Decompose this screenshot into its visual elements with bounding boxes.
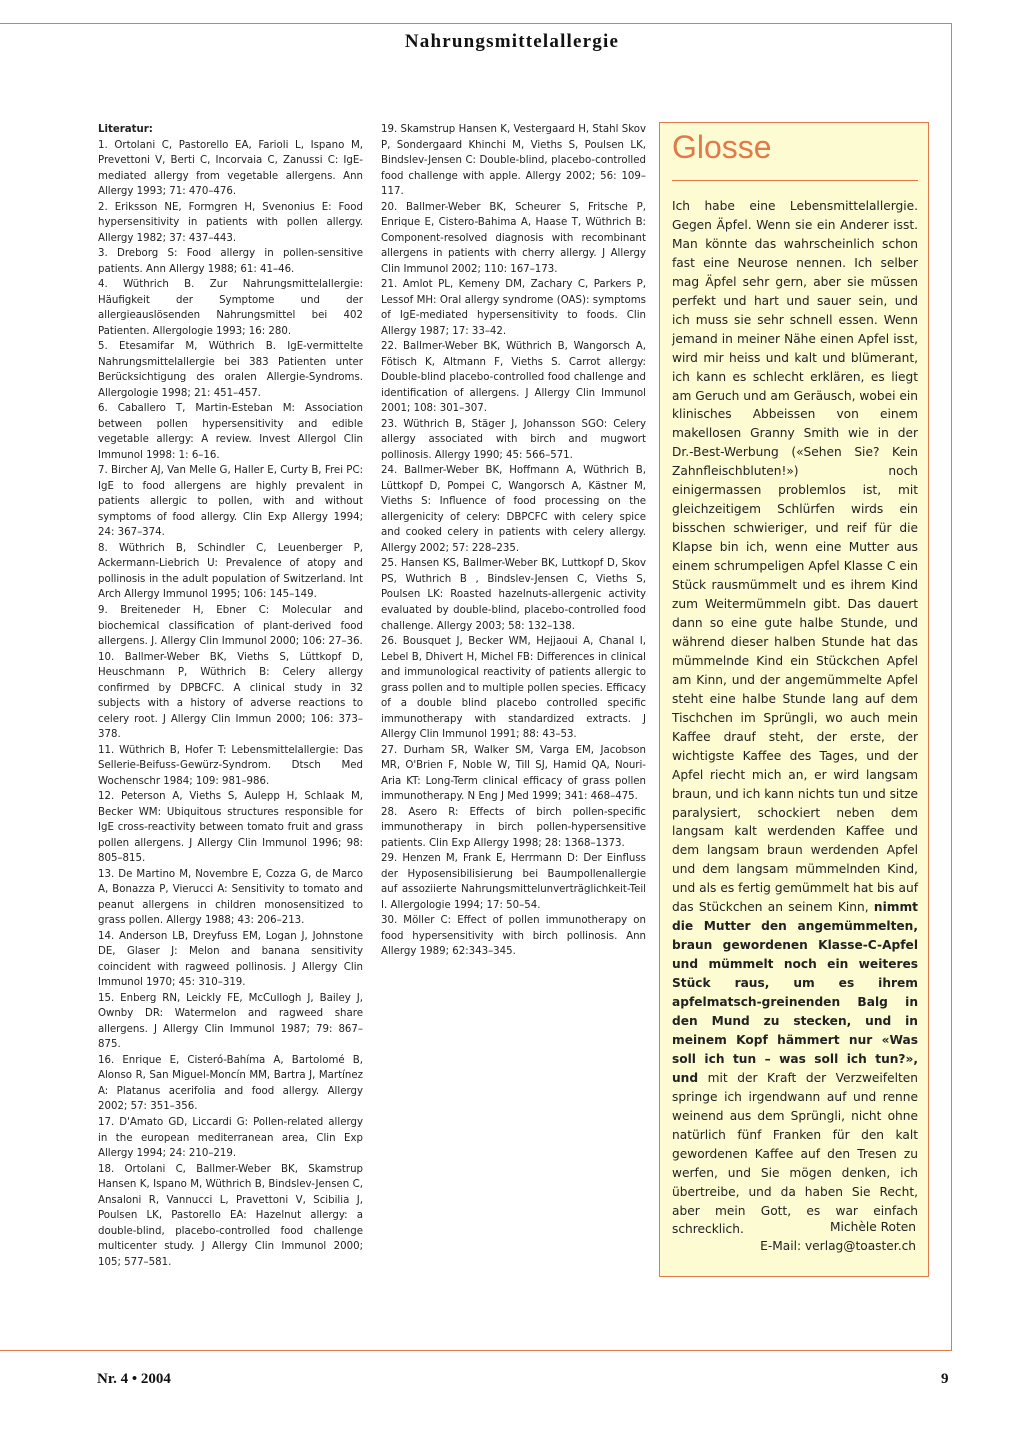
glosse-text-bold: nimmt die Mutter den angemümmelten, braun gewordenen Klasse-C-Apfel und mümmelt noch ein weiteres Stück raus, um es ihrem apfelmatsch-greinenden Balg in den Mund zu stecken, und in meinem Kopf hämmert nur «Was soll ich tun – was soll ich tun?», und — [672, 900, 918, 1085]
frame-right-rule — [951, 23, 952, 1351]
reference-entry: 10. Ballmer-Weber BK, Vieths S, Lüttkopf D, Heuschmann P, Wüthrich B: Celery allergy confirmed by DPBCFC. A clinical study in 32 subjects with a history of adverse reactions to celery root. J Allergy Clin Immun 2000; 106: 373–378. — [98, 651, 363, 741]
glosse-title-rule — [672, 180, 918, 181]
reference-entry: 21. Amlot PL, Kemeny DM, Zachary C, Parkers P, Lessof MH: Oral allergy syndrome (OAS): symptoms of IgE-mediated hypersensitivity to foods. Clin Allergy 1987; 17: 33–42. — [381, 279, 646, 337]
reference-entry: 12. Peterson A, Vieths S, Aulepp H, Schlaak M, Becker WM: Ubiquitous structures responsible for IgE cross-reactivity between tomato fruit and grass pollen allergens. J Allergy Clin Immunol 1996; 98: 805–815. — [98, 791, 363, 865]
glosse-title: Glosse — [672, 129, 772, 165]
reference-entry: 25. Hansen KS, Ballmer-Weber BK, Luttkopf D, Skov PS, Wuthrich B , Bindslev-Jensen C, Vieths S, Poulsen LK: Roasted hazelnuts-allergenic activity evaluated by double-blind, placebo-controlled food challenge. Allergy 2003; 58: 132–138. — [381, 558, 646, 632]
glosse-box — [659, 122, 929, 1277]
reference-entry: 17. D'Amato GD, Liccardi G: Pollen-related allergy in the european mediterranean area, Clin Exp Allergy 1994; 24: 210–219. — [98, 1117, 363, 1160]
glosse-text-after: mit der Kraft der Verzweifelten springe ich irgendwann auf und renne weinend aus dem Sprüngli, nicht ohne natürlich fünf Franken für den kalt gewordenen Kaffee auf den Tresen zu werfen, und Sie mögen denken, ich übertreibe, und da haben Sie Recht, aber mein Gott, es war einfach schrecklich. — [672, 1070, 918, 1237]
glosse-signature — [670, 1218, 916, 1256]
frame-top-rule — [0, 23, 952, 24]
reference-entry: 14. Anderson LB, Dreyfuss EM, Logan J, Johnstone DE, Glaser J: Melon and banana sensitivity coincident with ragweed pollinosis. J Allergy Clin Immunol 1970; 45: 310–319. — [98, 930, 363, 989]
reference-entry: 11. Wüthrich B, Hofer T: Lebensmittelallergie: Das Sellerie-Beifuss-Gewürz-Syndrom. Dtsch Med Wochenschr 1984; 109: 981–986. — [98, 744, 363, 787]
reference-entry: 22. Ballmer-Weber BK, Wüthrich B, Wangorsch A, Fötisch K, Altmann F, Vieths S. Carrot allergy: Double-blind placebo-controlled food challenge and identification of allergens. J Allergy Clin Immunol 2001; 108: 301–307. — [381, 341, 646, 415]
reference-entry: 5. Etesamifar M, Wüthrich B. IgE-vermittelte Nahrungsmittelallergie bei 383 Patienten unter Berücksichtigung des oralen Allergie-Syndroms. Allergologie 1998; 21: 451–457. — [98, 341, 363, 399]
reference-entry: 24. Ballmer-Weber BK, Hoffmann A, Wüthrich B, Lüttkopf D, Pompei C, Wangorsch A, Kästner M, Vieths S: Influence of food processing on the allergenicity of celery: DBPCFC with celery spice and cooked celery in patients with celery allergy. Allergy 2002; 57: 228–235. — [381, 465, 646, 554]
glosse-email: E-Mail: verlag@toaster.ch — [760, 1239, 916, 1253]
reference-entry: 16. Enrique E, Cisteró-Bahíma A, Bartolomé B, Alonso R, San Miguel-Moncín MM, Bartra J, Martínez A: Platanus acerifolia and food allergy. Allergy 2002; 57: 351–356. — [98, 1054, 363, 1113]
reference-entry: 9. Breiteneder H, Ebner C: Molecular and biochemical classification of plant-derived food allergens. J. Allergy Clin Immunol 2000; 106: 27–36. — [98, 604, 363, 648]
reference-entry: 7. Bircher AJ, Van Melle G, Haller E, Curty B, Frei PC: IgE to food allergens are highly prevalent in patients allergic to pollen, with and without symptoms of food allergy. Clin Exp Allergy 1994; 24: 367–374. — [98, 465, 363, 539]
references-column-2 — [381, 122, 646, 960]
reference-entry: 28. Asero R: Effects of birch pollen-specific immunotherapy in birch pollen-hypersensitive patients. Clin Exp Allergy 1998; 28: 1368–1373. — [381, 806, 646, 849]
reference-entry: 1. Ortolani C, Pastorello EA, Farioli L, Ispano M, Prevettoni V, Berti C, Incorvaia C, Zanussi C: IgE-mediated allergy from vegetable allergens. Ann Allergy 1993; 71: 470–476. — [98, 139, 363, 198]
reference-entry: 19. Skamstrup Hansen K, Vestergaard H, Stahl Skov P, Sondergaard Khinchi M, Vieths S, Poulsen LK, Bindslev-Jensen C: Double-blind, placebo-controlled food challenge with apple. Allergy 2002; 56: 109–117. — [381, 124, 646, 198]
reference-entry: 4. Wüthrich B. Zur Nahrungsmittelallergie: Häufigkeit der Symptome und der allergieauslösenden Nahrungsmittel bei 402 Patienten. Allergologie 1993; 16: 280. — [98, 279, 363, 337]
reference-entry: 3. Dreborg S: Food allergy in pollen-sensitive patients. Ann Allergy 1988; 61: 41–46. — [98, 248, 363, 275]
reference-entry: 20. Ballmer-Weber BK, Scheurer S, Fritsche P, Enrique E, Cistero-Bahima A, Haase T, Wüthrich B: Component-resolved diagnosis with recombinant allergens in patients with cherry allergy. J Allergy Clin Immunol 2002; 110: 167–173. — [381, 201, 646, 275]
references-list-1 — [98, 138, 363, 1271]
glosse-body — [672, 197, 918, 1239]
glosse-text-before: Ich habe eine Lebensmittelallergie. Gegen Äpfel. Wenn sie ein Anderer isst. Man könnte das wahrscheinlich schon fast eine Neurose nennen. Ich selber mag Äpfel sehr gern, aber sie müssen perfekt und hart und sauer sein, und ich muss sie sehr schnell essen. Wenn jemand in meiner Nähe einen Apfel isst, wird mir heiss und kalt und blümerant, ich kann es schlecht erklären, es liegt am Geruch und am Geräusch, wobei ein klinisches Abbeissen von einem makellosen Granny Smith wie in der Dr.-Best-Werbung («Sehen Sie? Kein Zahnfleischbluten!») noch einigermassen problemlos ist, mit gleichzeitigem Schlürfen wirds ein bisschen schwieriger, und reif für die Klapse bin ich, wenn eine Mutter aus einem schrumpeligen Apfel Klasse C ein Stück rausmümmelt und es ihrem Kind zum Weitermümmeln gibt. Das dauert dann so eine gute halbe Stunde, und während dieser halben Stunde hat das mümmelnde Kind ein Stückchen Apfel am Kinn, und der angemümmelte Apfel steht eine halbe Stunde lang auf dem Tischchen im Sprüngli, wo auch mein Kaffee drauf steht, der erste, der wichtigste Kaffee des Tages, und der Apfel riecht mich an, er wird langsam braun, und ich kann nichts tun und sitze paralysiert, schockiert neben dem langsam kalt werdenden Kaffee und dem langsam braun werdenden Apfel und dem langsam mümmelnden Kind, und als es fertig gemümmelt hat bis auf das Stückchen an seinem Kinn, — [672, 199, 918, 915]
reference-entry: 27. Durham SR, Walker SM, Varga EM, Jacobson MR, O'Brien F, Noble W, Till SJ, Hamid QA, Nouri-Aria KT: Long-Term clinical efficacy of grass pollen immunotherapy. N Eng J Med 1999; 341: 468–475. — [381, 744, 646, 803]
reference-entry: 30. Möller C: Effect of pollen immunotherapy on food hypersensitivity with birch pollinosis. Ann Allergy 1989; 62:343–345. — [381, 915, 646, 958]
reference-entry: 2. Eriksson NE, Formgren H, Svenonius E: Food hypersensitivity in patients with pollen allergy. Allergy 1982; 37: 437–443. — [98, 201, 363, 244]
frame-bottom-rule — [0, 1350, 952, 1351]
reference-entry: 23. Wüthrich B, Stäger J, Johansson SGO: Celery allergy associated with birch and mugwort pollinosis. Allergy 1990; 45: 566–571. — [381, 418, 646, 461]
running-head: Nahrungsmittelallergie — [404, 31, 620, 52]
reference-entry: 29. Henzen M, Frank E, Herrmann D: Der Einfluss der Hyposensibilisierung bei Baumpollenallergie auf assoziierte Nahrungsmittelunverträglichkeit-Teil I. Allergologie 1994; 17: 50–54. — [381, 853, 646, 911]
reference-entry: 8. Wüthrich B, Schindler C, Leuenberger P, Ackermann-Liebrich U: Prevalence of atopy and pollinosis in the adult population of Switzerland. Int Arch Allergy Immunol 1995; 106: 145–149. — [98, 542, 363, 601]
references-list-2 — [381, 122, 646, 960]
reference-entry: 13. De Martino M, Novembre E, Cozza G, de Marco A, Bonazza P, Vierucci A: Sensitivity to tomato and peanut allergens in children monosensitized to grass pollen. Allergy 1988; 43: 206–213. — [98, 868, 363, 927]
glosse-author: Michèle Roten — [830, 1220, 916, 1234]
footer-issue: Nr. 4 • 2004 — [97, 1371, 171, 1387]
reference-entry: 18. Ortolani C, Ballmer-Weber BK, Skamstrup Hansen K, Ispano M, Wüthrich B, Bindslev-Jensen C, Ansaloni R, Vannucci L, Pravettoni V, Scibilia J, Poulsen LK, Pastorello EA: Hazelnut allergy: a double-blind, placebo-controlled food challenge multicenter study. J Allergy Clin Immunol 2000; 105; 577–581. — [98, 1163, 363, 1268]
references-column-1 — [98, 122, 363, 1270]
reference-entry: 15. Enberg RN, Leickly FE, McCullogh J, Bailey J, Ownby DR: Watermelon and ragweed share allergens. J Allergy Clin Immunol 1987; 79: 867–875. — [98, 992, 363, 1051]
references-heading: Literatur: — [98, 124, 153, 135]
reference-entry: 26. Bousquet J, Becker WM, Hejjaoui A, Chanal I, Lebel B, Dhivert H, Michel FB: Differences in clinical and immunological reactivity of patients allergic to grass pollen and to multiple pollen species. Efficacy of a double blind placebo controlled specific immunotherapy with standardized extracts. J Allergy Clin Immunol 1991; 88: 43–53. — [381, 636, 646, 741]
footer-page-number: 9 — [941, 1371, 949, 1387]
reference-entry: 6. Caballero T, Martin-Esteban M: Association between pollen hypersensitivity and edible vegetable allergy: A review. Invest Allergol Clin Immunol 1998: 1: 6–16. — [98, 403, 363, 461]
